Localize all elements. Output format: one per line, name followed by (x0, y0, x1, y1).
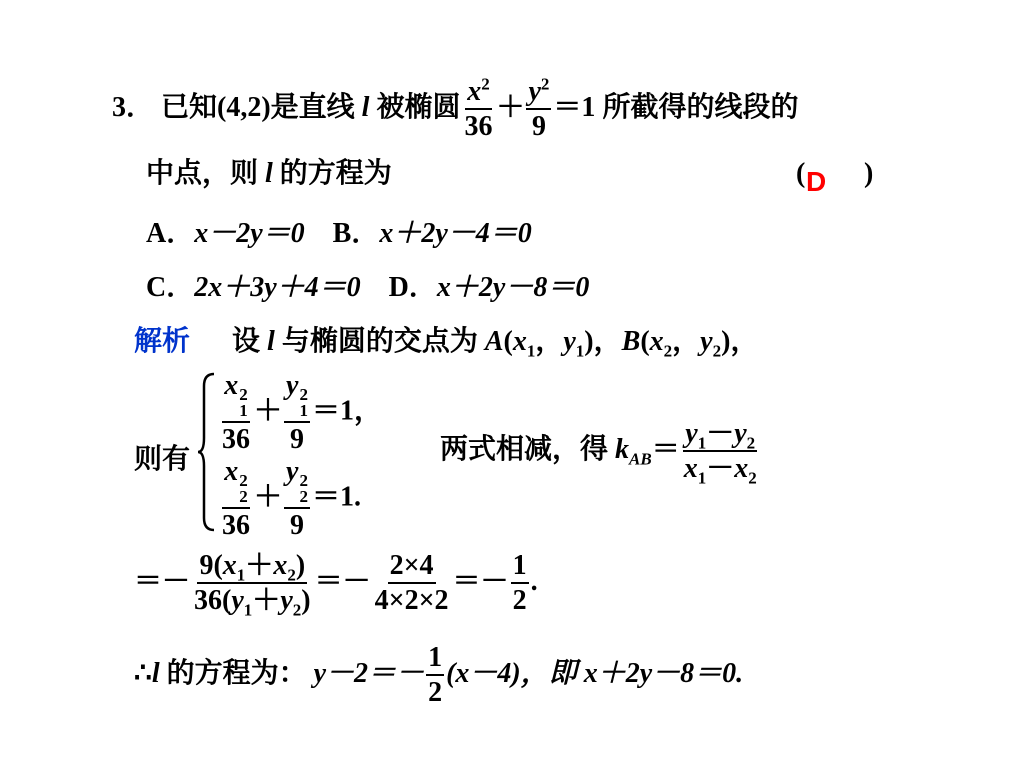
conclusion-text-3: (x－4)，即 (446, 657, 577, 689)
answer-paren-close: ) (864, 158, 874, 189)
question-line-1 (112, 74, 799, 142)
therefore-symbol: ∴ (134, 657, 152, 689)
plus-sign: ＋ (496, 91, 525, 123)
system-brace (196, 372, 216, 532)
conclusion-text-1: 的方程为： (166, 657, 307, 689)
analysis-label: 解析 (134, 326, 191, 357)
conclusion-text-4: x＋2y－8＝0. (583, 657, 744, 689)
question-text-2: 被椭圆 (376, 91, 461, 123)
system-eq-1: x 2 1 36 ＋ y 2 1 9 ＝1， (222, 370, 382, 455)
subtract-text: 两式相减，得 (440, 433, 609, 465)
option-d-text: x＋2y－8＝0 (436, 272, 590, 303)
option-b-label: B． (332, 218, 380, 249)
line-l-2: l (265, 158, 273, 189)
calc-frac-2: $\frac{2\times 4}{4\times 2\times 2}$ (374, 550, 449, 616)
computation-line: ＝－ $\frac{9(x_1+x_2)}{36(y_1+y_2)}$ ＝－ $\frac{2\times 4}{4\times 2\times 2}$ ＝－ $\frac{1}{2}$ . (134, 550, 538, 620)
option-c-text: 2x＋3y＋4＝0 (194, 272, 361, 303)
equals-one: ＝1 (553, 91, 596, 123)
option-a-label: A． (146, 218, 195, 249)
point-a: A (484, 326, 504, 357)
option-d-label: D． (388, 272, 437, 303)
conclusion-line: ∴l 的方程为： y－2＝－ $\frac{1}{2}$ (x－4)，即 x＋2y－8＝0. (134, 642, 744, 708)
question-text-3: 所截得的线段的 (602, 91, 799, 123)
question-sep: ． (126, 91, 155, 123)
question-text-1: 已知(4,2)是直线 (161, 91, 355, 123)
system-eq-2: x 2 2 36 ＋ y 2 2 9 ＝1. (222, 456, 361, 541)
analysis-text-1: 设 (232, 326, 261, 357)
option-b-text: x＋2y－4＝0 (379, 218, 532, 249)
analysis-line-1: 解析 设 l 与椭圆的交点为 $A(x_1$，$y_1$)，$B(x_2$，$y_2$)， (134, 326, 759, 361)
calc-frac-3: $\frac{1}{2}$ (512, 550, 527, 616)
slope-line: 两式相减，得 $k_{AB}=$ $\frac{y_1-y_2}{x_1-x_2}$ (440, 418, 757, 488)
then-label: 则有 (134, 444, 191, 475)
conclusion-text-2: y－2＝－ (313, 657, 425, 689)
options-row-2 (146, 274, 589, 302)
question-number: 3 (112, 91, 126, 123)
analysis-l: l (267, 326, 275, 357)
answer-choice: D (806, 166, 827, 197)
ellipse-frac-x: $\frac{x^2}{36}$ (464, 74, 493, 142)
calc-frac-1: $\frac{9(x_1+x_2)}{36(y_1+y_2)}$ (194, 550, 311, 620)
point-b: B (621, 326, 641, 357)
analysis-text-2: 与椭圆的交点为 (281, 326, 478, 357)
question-line-2 (146, 160, 392, 188)
slope-frac: $\frac{y_1-y_2}{x_1-x_2}$ (683, 418, 757, 488)
line-l: l (361, 91, 370, 123)
answer-paren-open: ( (796, 158, 806, 189)
option-a-text: x－2y＝0 (194, 218, 305, 249)
conclusion-frac: $\frac{1}{2}$ (428, 642, 443, 708)
question-text-5: 的方程为 (279, 158, 392, 189)
option-c-label: C． (146, 272, 195, 303)
question-text-4: 中点，则 (146, 158, 259, 189)
options-row-1 (146, 220, 532, 248)
ellipse-frac-y: $\frac{y^2}{9}$ (528, 74, 550, 142)
